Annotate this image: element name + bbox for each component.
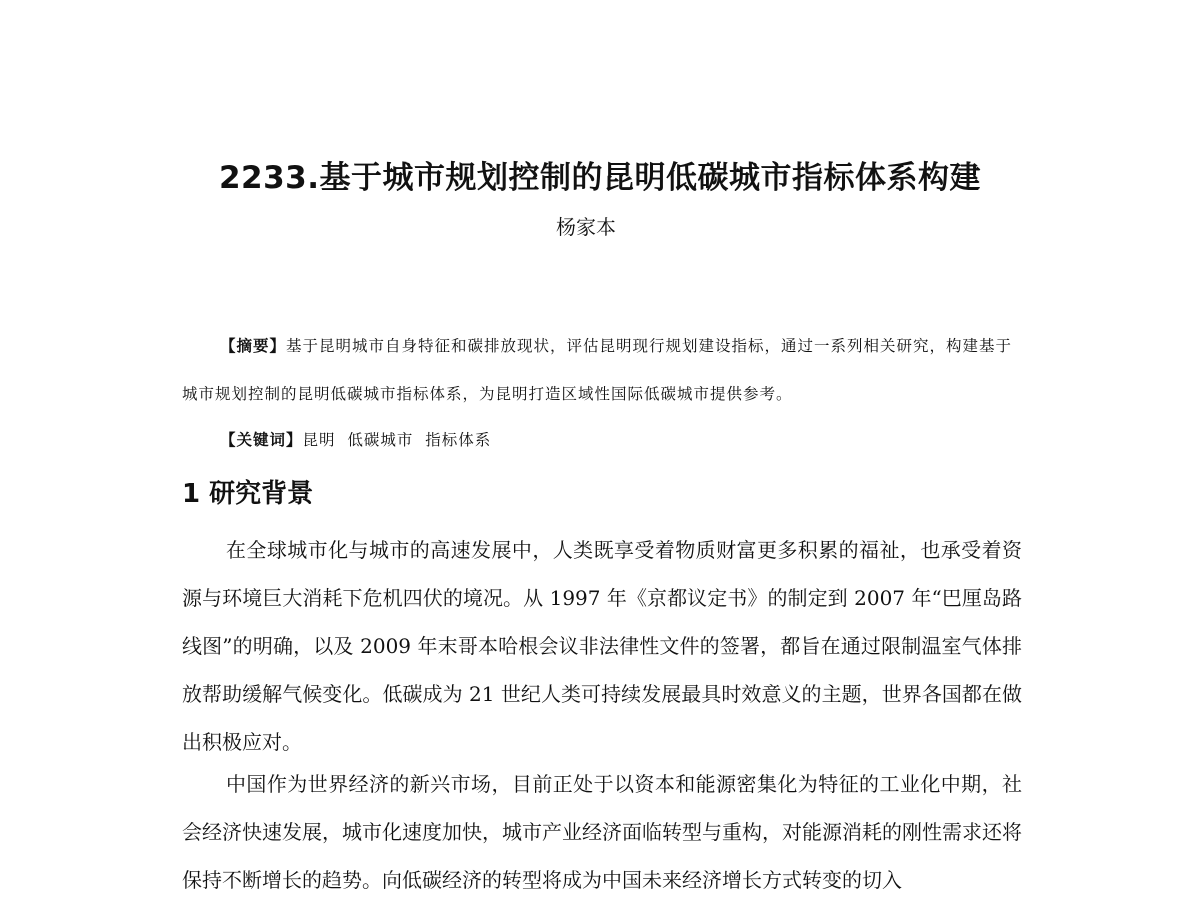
keywords-text: 昆明 低碳城市 指标体系 [302,431,492,449]
abstract-label: 【摘要】 [220,336,287,355]
section-heading: 1 研究背景 [182,479,314,509]
body-paragraph: 在全球城市化与城市的高速发展中，人类既享受着物质财富更多积累的福祉，也承受着资源与环境巨大消耗下危机四伏的境况。从 1997 年《京都议定书》的制定到 2007 年“巴厘岛路线图”的明确，以及 2009 年末哥本哈根会议非法律性文件的签署，都旨在通过限制温室气体排放帮助缓解气候变化。低碳成为 21 世纪人类可持续发展最具时效意义的主题，世界各国都在做出积极应对。 [182,538,1022,754]
paper-author: 杨家本 [556,215,616,239]
paper-title: 2233.基于城市规划控制的昆明低碳城市指标体系构建 [218,160,982,196]
keywords-label: 【关键词】 [220,430,303,449]
abstract-text: 基于昆明城市自身特征和碳排放现状，评估昆明现行规划建设指标，通过一系列相关研究，构建基于城市规划控制的昆明低碳城市指标体系，为昆明打造区域性国际低碳城市提供参考。 [182,337,1013,403]
body-paragraph: 中国作为世界经济的新兴市场，目前正处于以资本和能源密集化为特征的工业化中期，社会经济快速发展，城市化速度加快，城市产业经济面临转型与重构，对能源消耗的刚性需求还将保持不断增长的趋势。向低碳经济的转型将成为中国未来经济增长方式转变的切入 [182,772,1022,892]
keywords [220,425,491,455]
abstract [182,322,1022,418]
